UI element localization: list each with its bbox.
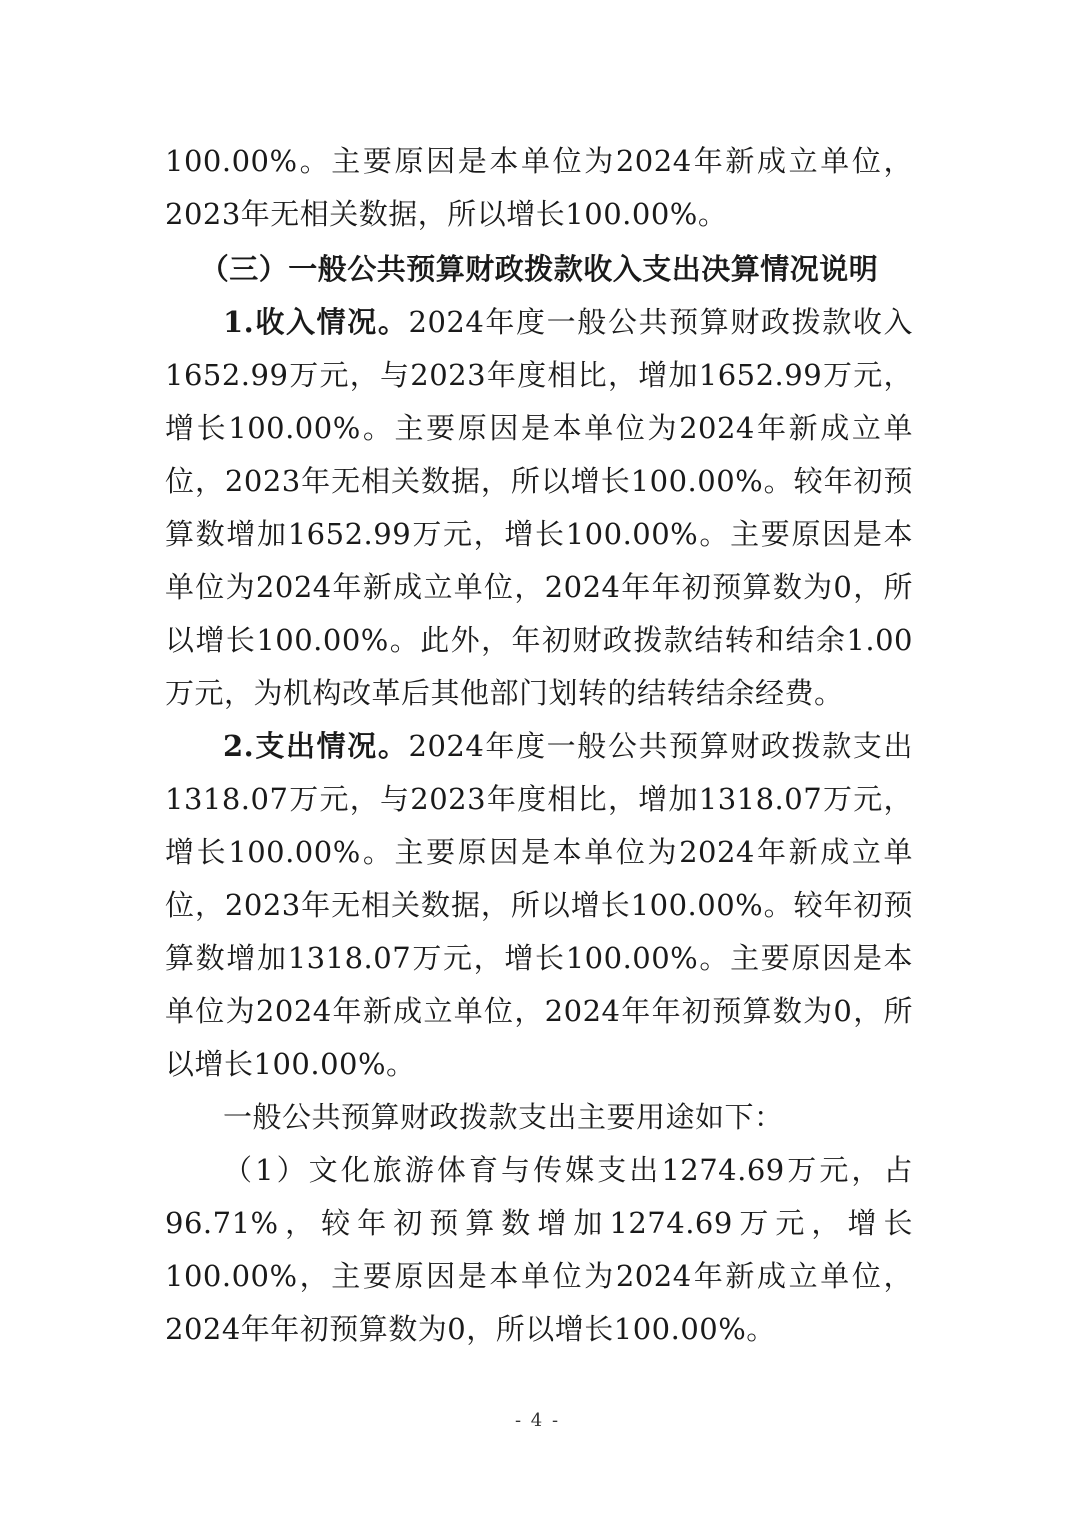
- paragraph-continued: 100.00%。主要原因是本单位为2024年新成立单位，2023年无相关数据，所以增长100.00%。: [165, 144, 913, 231]
- section-heading: （三）一般公共预算财政拨款收入支出决算情况说明: [199, 252, 879, 286]
- paragraph-culture-tourism: （1）文化旅游体育与传媒支出1274.69万元，占96.71%，较年初预算数增加1274.69万元，增长100.00%，主要原因是本单位为2024年新成立单位，2024年年初预算数为0，所以增长100.00%。: [165, 1153, 913, 1346]
- page-number: - 4 -: [514, 1410, 561, 1431]
- income-text: 2024年度一般公共预算财政拨款收入1652.99万元，与2023年度相比，增加1652.99万元，增长100.00%。主要原因是本单位为2024年新成立单位，2023年无相关数据，所以增长100.00%。较年初预算数增加1652.99万元，增长100.00%。主要原因是本单位为2024年新成立单位，2024年年初预算数为0，所以增长100.00%。此外，年初财政拨款结转和结余1.00万元，为机构改革后其他部门划转的结转结余经费。: [165, 305, 913, 710]
- paragraph-uses-intro: 一般公共预算财政拨款支出主要用途如下：: [223, 1100, 784, 1134]
- income-lead: 1.收入情况。: [223, 305, 409, 339]
- expenditure-text: 2024年度一般公共预算财政拨款支出1318.07万元，与2023年度相比，增加1318.07万元，增长100.00%。主要原因是本单位为2024年新成立单位，2023年无相关数据，所以增长100.00%。较年初预算数增加1318.07万元，增长100.00%。主要原因是本单位为2024年新成立单位，2024年年初预算数为0，所以增长100.00%。: [165, 729, 913, 1081]
- document-body: [165, 135, 913, 1356]
- paragraph-income: [165, 296, 913, 720]
- expenditure-lead: 2.支出情况。: [223, 729, 409, 763]
- paragraph-expenditure: [165, 720, 913, 1091]
